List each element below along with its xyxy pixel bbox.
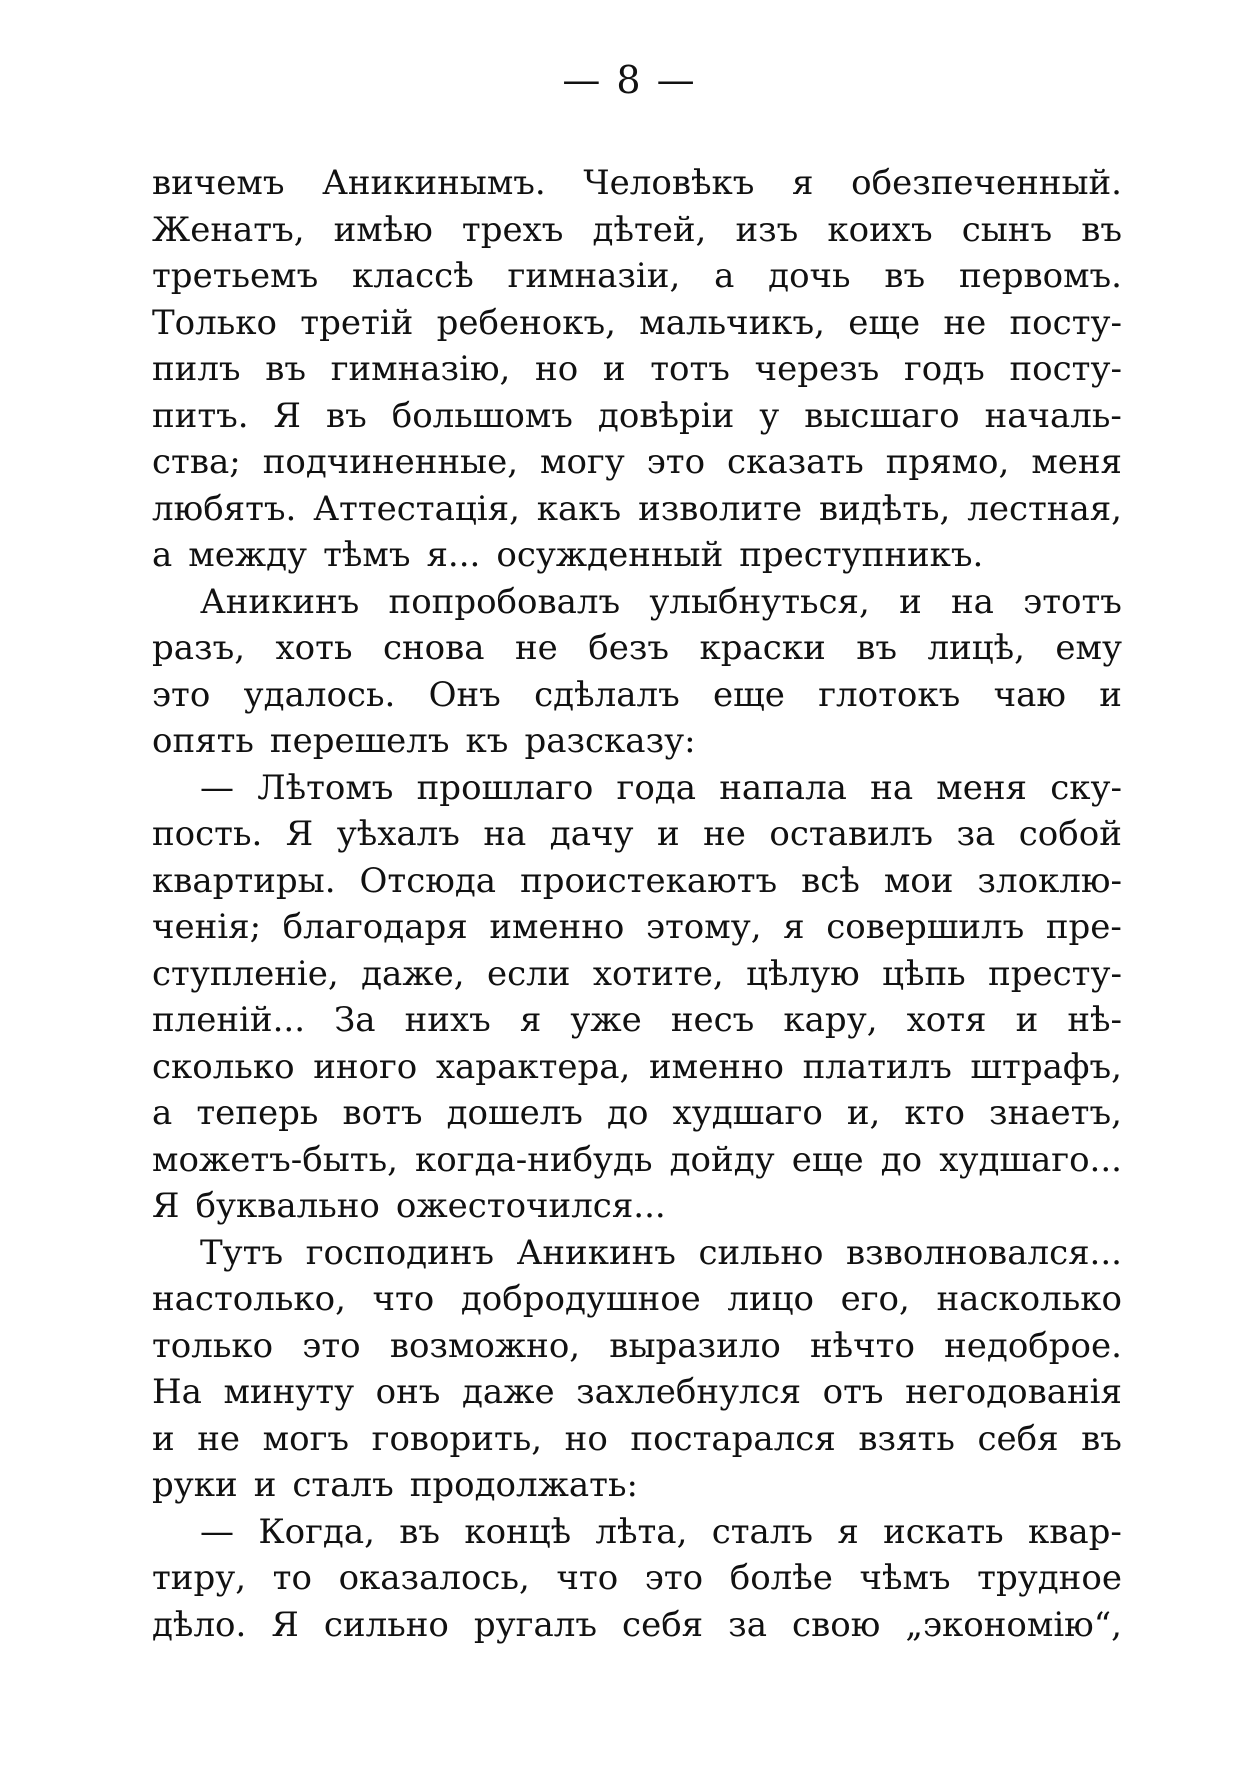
text-line: Тутъ господинъ Аникинъ сильно взволновался... (200, 1232, 1122, 1273)
text-line: а между тѣмъ я... осужденный преступникъ. (152, 535, 984, 575)
text-line: можетъ-быть, когда-нибудь дойду еще до худшаго... (152, 1139, 1122, 1180)
text-line: тиру, то оказалось, что это болѣе чѣмъ трудное (152, 1558, 1122, 1598)
text-line: На минуту онъ даже захлебнулся отъ негодованія (152, 1372, 1122, 1412)
body-text (152, 160, 1122, 1648)
text-line: а теперь вотъ дошелъ до худшаго и, кто знаетъ, (152, 1093, 1122, 1133)
text-line: опять перешелъ къ разсказу: (152, 721, 696, 761)
text-line: питъ. Я въ большомъ довѣріи у высшаго началь- (152, 395, 1122, 436)
text-line: только это возможно, выразило нѣчто недоброе. (152, 1325, 1122, 1366)
text-line: пилъ въ гимназію, но и тотъ черезъ годъ посту- (152, 349, 1122, 389)
text-line: ченія; благодаря именно этому, я совершилъ пре- (152, 907, 1122, 947)
text-line: ступленіе, даже, если хотите, цѣлую цѣпь престу- (152, 953, 1122, 994)
text-line: дѣло. Я сильно ругалъ себя за свою „экономію“, (152, 1604, 1122, 1645)
text-line: это удалось. Онъ сдѣлалъ еще глотокъ чаю и (152, 674, 1122, 715)
text-line: настолько, что добродушное лицо его, насколько (152, 1279, 1122, 1319)
text-line: любятъ. Аттестація, какъ изволите видѣть, лестная, (152, 488, 1122, 529)
text-line: Я буквально ожесточился... (152, 1186, 666, 1226)
text-line: квартиры. Отсюда проистекаютъ всѣ мои злоклю- (152, 860, 1122, 901)
text-line: пость. Я уѣхалъ на дачу и не оставилъ за собой (152, 814, 1122, 854)
text-line: руки и сталъ продолжать: (152, 1465, 638, 1505)
text-line: сколько иного характера, именно платилъ штрафъ, (152, 1046, 1122, 1087)
text-line: и не могъ говорить, но постарался взять себя въ (152, 1418, 1122, 1459)
text-line: Только третій ребенокъ, мальчикъ, еще не посту- (152, 302, 1122, 343)
page-number: — 8 — (562, 58, 697, 102)
text-line: пленій... За нихъ я уже несъ кару, хотя и нѣ- (152, 1000, 1122, 1040)
text-line: ства; подчиненные, могу это сказать прямо, меня (152, 442, 1122, 482)
text-line: — Когда, въ концѣ лѣта, сталъ я искать квар- (200, 1511, 1122, 1552)
text-line: вичемъ Аникинымъ. Человѣкъ я обезпеченный. (152, 163, 1122, 203)
text-line: третьемъ классѣ гимназіи, а дочь въ первомъ. (152, 256, 1122, 296)
text-line: Женатъ, имѣю трехъ дѣтей, изъ коихъ сынъ въ (152, 209, 1122, 250)
text-line: Аникинъ попробовалъ улыбнуться, и на этотъ (200, 581, 1122, 622)
text-line: — Лѣтомъ прошлаго года напала на меня ску- (200, 767, 1122, 808)
text-line: разъ, хоть снова не безъ краски въ лицѣ, ему (152, 628, 1122, 668)
